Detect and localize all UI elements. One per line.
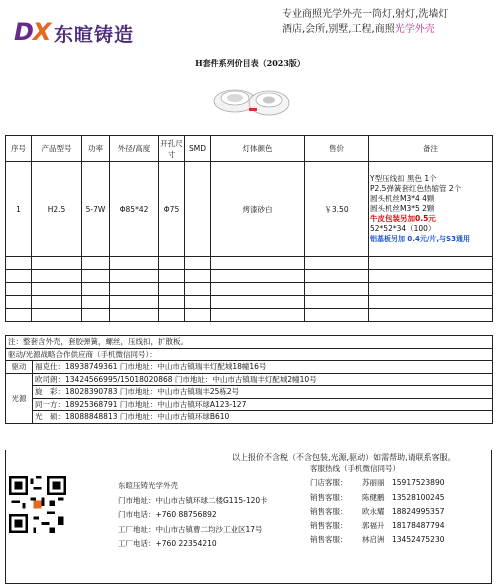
category-driver: 驱动	[6, 361, 33, 374]
cell-color: 烤漆砂白	[211, 162, 305, 257]
table-row-empty	[6, 296, 493, 309]
logo-text: 东暄铸造	[54, 24, 135, 46]
company-info: 东暄压铸光学外壳 门市地址：中山市古镇环球二楼G115-120卡 门市电话：+760 88756892 工厂地址：中山市古镇曹二均沙工业区17号 工厂电话：+760 22354210	[118, 481, 268, 548]
company-logo	[14, 14, 154, 48]
list-item: 光 硕：18088848813 门市地址：中山市古镇环球B610	[6, 411, 493, 424]
tagline-line-1: 专业商照光学外壳一筒灯,射灯,洗墙灯	[282, 9, 449, 20]
board-surcharge: 铝基板另加 0.4元/片,与S3通用	[370, 235, 470, 243]
list-item: 销售客服： 林启洲 13452475230	[310, 535, 445, 545]
list-item: 旋 彩：18028390783 门市地址：中山市古镇瑞丰25栋2号	[6, 386, 493, 399]
contact-section	[5, 450, 492, 584]
list-item: 驱动 福克仕：18938749361 门市地址：中山市古镇瑞丰灯配城18幢16号	[6, 361, 493, 374]
cell-smd	[185, 162, 211, 257]
tagline	[282, 7, 492, 37]
list-item: 同一方：18925368791 门市地址：中山市古镇环球A123-127	[6, 398, 493, 411]
table-row	[6, 162, 493, 257]
col-power: 功率	[82, 136, 110, 162]
list-item: 光源 欧司朗：13424566995/15018020868 门市地址：中山市古镇瑞丰灯配城2幢10号	[6, 373, 493, 386]
col-size: 外径/高度	[110, 136, 159, 162]
table-row-empty	[6, 270, 493, 283]
col-index: 序号	[6, 136, 32, 162]
header	[0, 0, 500, 56]
packaging-surcharge: 牛皮包装另加0.5元	[370, 214, 436, 223]
cell-hole: Φ75	[159, 162, 185, 257]
cell-model: H2.5	[32, 162, 82, 257]
col-smd: SMD	[185, 136, 211, 162]
price-table	[5, 135, 493, 322]
remarks: 注：整套含外壳，套胶弹簧，螺丝，压线扣，扩散板。	[6, 336, 493, 349]
col-price: 售价	[305, 136, 369, 162]
contacts-title: 客服热线（手机微信同号）	[310, 464, 400, 473]
col-notes: 备注	[369, 136, 493, 162]
col-hole: 开孔尺寸	[159, 136, 185, 162]
tagline-line-2: 酒店,会所,别墅,工程,商照光学外壳	[282, 24, 435, 35]
list-item: 销售客服： 陈健鹏 13528100245	[310, 492, 445, 502]
cell-notes: Y型压线扣 黑色 1个 P2.5弹簧套红色热缩管 2个 圆头机丝M3*4 4颗 圆头机丝M3*5 2颗 牛皮包装另加0.5元 52*52*34（100） 铝基板另加 0.4元/片,与S3通用	[369, 162, 493, 257]
col-color: 灯体颜色	[211, 136, 305, 162]
company-name: 东暄压铸光学外壳	[118, 481, 178, 490]
partners-table	[5, 335, 493, 424]
table-row-empty	[6, 257, 493, 270]
table-row-empty	[6, 283, 493, 296]
col-model: 产品型号	[32, 136, 82, 162]
list-item: 销售客服： 郭福升 18178487794	[310, 521, 445, 531]
cell-index: 1	[6, 162, 32, 257]
cell-power: 5-7W	[82, 162, 110, 257]
product-photo	[205, 81, 297, 121]
partners-title: 驱动/光源战略合作供应商（手机微信同号）：	[6, 348, 493, 361]
cell-price: ￥3.50	[305, 162, 369, 257]
qr-code-icon	[9, 476, 66, 533]
tax-note: 以上报价不含税（不含包装,光源,驱动）如需帮助,请联系客服。	[232, 453, 456, 462]
logo-mark: DX	[14, 18, 51, 46]
page-title: H套件系列价目表（2023版）	[195, 58, 305, 68]
list-item: 门店客服： 苏丽丽 15917523890	[310, 478, 445, 488]
customer-service	[310, 462, 445, 548]
category-light: 光源	[6, 373, 33, 423]
list-item: 销售客服： 欧永耀 18824995357	[310, 506, 445, 516]
table-row-empty	[6, 309, 493, 322]
table-header	[6, 136, 493, 162]
cell-size: Φ85*42	[110, 162, 159, 257]
